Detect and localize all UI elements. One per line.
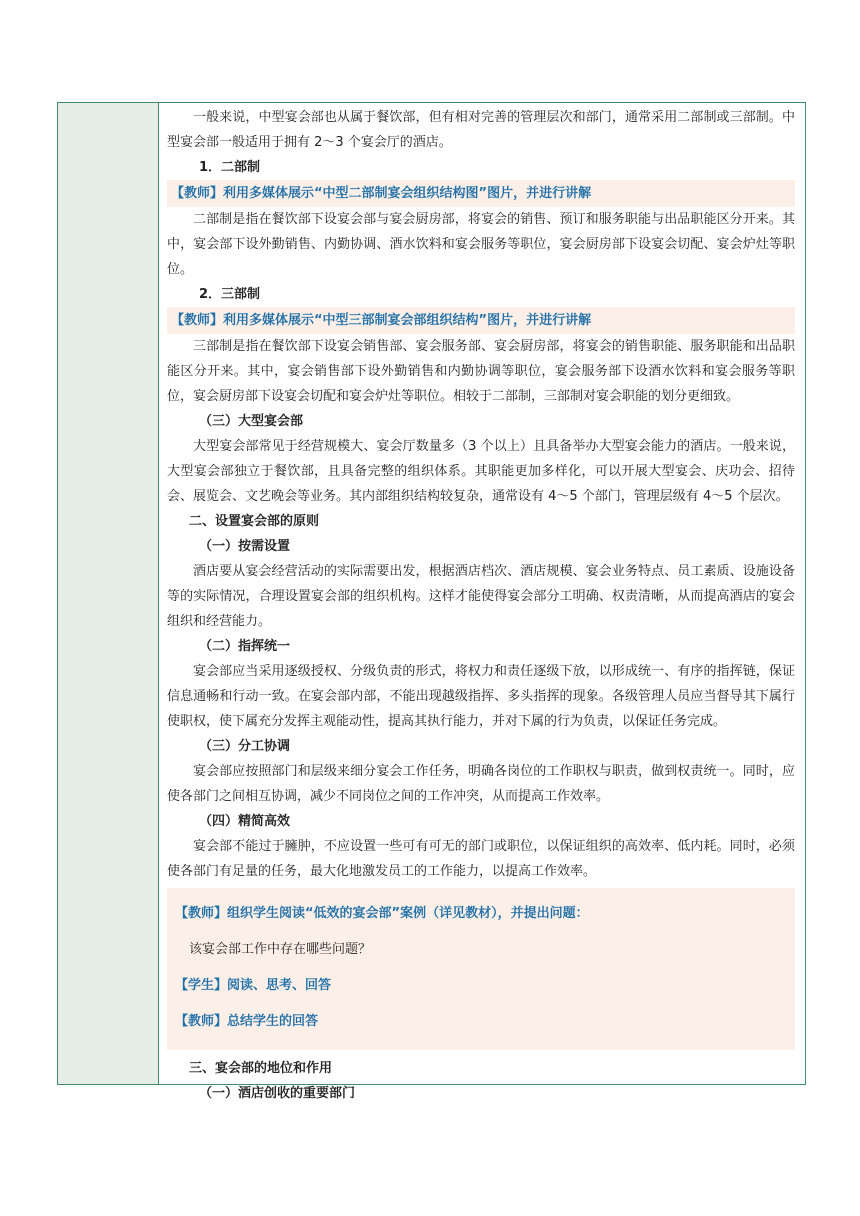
paragraph: 宴会部应当采用逐级授权、分级负责的形式，将权力和责任逐级下放，以形成统一、有序的指挥链，保证信息通畅和行动一致。在宴会部内部，不能出现越级指挥、多头指挥的现象。各级管理人员应当督导其下属行使职权，使下属充分发挥主观能动性，提高其执行能力，并对下属的行为负责，以保证任务完成。 xyxy=(167,664,795,729)
teacher-instruction: 【教师】组织学生阅读“低效的宴会部”案例（详见教材），并提出问题： xyxy=(175,906,589,921)
heading-two-department: 1．二部制 xyxy=(199,160,261,175)
teacher-note-band: 【教师】利用多媒体展示“中型三部制宴会部组织结构”图片，并进行讲解 xyxy=(167,307,795,334)
paragraph: 三部制是指在餐饮部下设宴会销售部、宴会服务部、宴会厨房部，将宴会的销售职能、服务职能和出品职能区分开来。其中，宴会销售部下设外勤销售和内勤协调等职位，宴会服务部下设酒水饮料和宴会服务等职位，宴会厨房部下设宴会切配和宴会炉灶等职位。相较于二部制，三部制对宴会职能的划分更细致。 xyxy=(167,339,795,404)
heading-status-role: 三、宴会部的地位和作用 xyxy=(189,1061,333,1076)
heading-three-department: 2．三部制 xyxy=(199,287,261,302)
heading-as-needed: （一）按需设置 xyxy=(199,539,291,554)
table-content-cell xyxy=(159,103,805,1101)
paragraph: 酒店要从宴会经营活动的实际需要出发，根据酒店档次、酒店规模、宴会业务特点、员工素质、设施设备等的实际情况，合理设置宴会部的组织机构。这样才能使得宴会部分工明确、权责清晰，从而提高酒店的宴会组织和经营能力。 xyxy=(167,564,795,629)
heading-unified-command: （二）指挥统一 xyxy=(199,639,291,654)
heading-lean-efficient: （四）精简高效 xyxy=(199,814,291,829)
teacher-note-band: 【教师】利用多媒体展示“中型二部制宴会组织结构图”图片，并进行讲解 xyxy=(167,180,795,207)
teacher-summary: 【教师】总结学生的回答 xyxy=(175,1014,319,1029)
paragraph: 宴会部不能过于臃肿，不应设置一些可有可无的部门或职位，以保证组织的高效率、低内耗。同时，必须使各部门有足量的任务，最大化地激发员工的工作能力，以提高工作效率。 xyxy=(167,839,795,879)
student-activity: 【学生】阅读、思考、回答 xyxy=(175,978,332,993)
heading-large-banquet: （三）大型宴会部 xyxy=(199,414,304,429)
activity-box xyxy=(167,888,795,1050)
lesson-table xyxy=(57,102,806,1101)
heading-revenue-department: （一）酒店创收的重要部门 xyxy=(199,1086,356,1101)
heading-principles: 二、设置宴会部的原则 xyxy=(189,514,320,529)
paragraph: 二部制是指在餐饮部下设宴会部与宴会厨房部，将宴会的销售、预订和服务职能与出品职能区分开来。其中，宴会部下设外勤销售、内勤协调、酒水饮料和宴会服务等职位，宴会厨房部下设宴会切配、宴会炉灶等职位。 xyxy=(167,212,795,277)
table-left-column xyxy=(58,103,159,1084)
paragraph: 一般来说，中型宴会部也从属于餐饮部，但有相对完善的管理层次和部门，通常采用二部制或三部制。中型宴会部一般适用于拥有 2～3 个宴会厅的酒店。 xyxy=(167,110,795,150)
paragraph: 大型宴会部常见于经营规模大、宴会厅数量多（3 个以上）且具备举办大型宴会能力的酒店。一般来说，大型宴会部独立于餐饮部，且具备完整的组织体系。其职能更加多样化，可以开展大型宴会、庆功会、招待会、展览会、文艺晚会等业务。其内部组织结构较复杂，通常设有 4～5 个部门，管理层级有 4～5 个层次。 xyxy=(167,439,795,504)
heading-division-coordination: （三）分工协调 xyxy=(199,739,291,754)
discussion-question: 该宴会部工作中存在哪些问题？ xyxy=(189,942,372,957)
paragraph: 宴会部应按照部门和层级来细分宴会工作任务，明确各岗位的工作职权与职责，做到权责统一。同时，应使各部门之间相互协调，减少不同岗位之间的工作冲突，从而提高工作效率。 xyxy=(167,764,795,804)
